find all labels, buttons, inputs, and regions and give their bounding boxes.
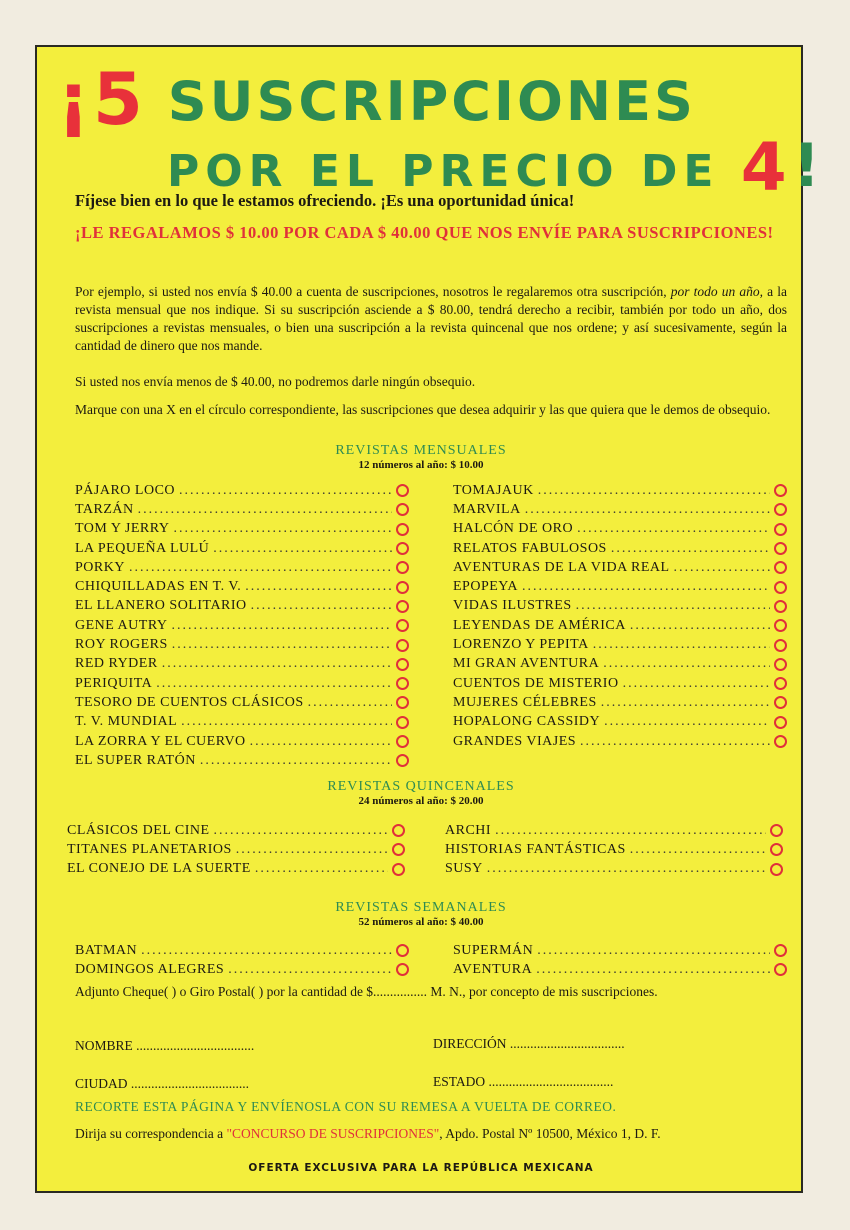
checkbox-circle-icon[interactable] bbox=[774, 523, 787, 536]
mensuales-right-item-name: TOMAJAUK bbox=[453, 482, 534, 498]
mensuales-left-item-name: ROY ROGERS bbox=[75, 637, 168, 653]
quincenales-left-item-name: TITANES PLANETARIOS bbox=[67, 841, 232, 857]
quincenales-heading: REVISTAS QUINCENALES bbox=[327, 779, 515, 794]
open-exclamation: ¡ bbox=[57, 57, 93, 141]
mensuales-left-item-name: GENE AUTRY bbox=[75, 617, 168, 633]
estado-label: ESTADO bbox=[433, 1074, 486, 1089]
mensuales-left-item-name: T. V. MUNDIAL bbox=[75, 714, 178, 730]
mensuales-left-column bbox=[75, 481, 409, 770]
headline-precio: POR EL PRECIO DE bbox=[167, 146, 720, 197]
mensuales-right-column bbox=[453, 481, 787, 751]
mensuales-right-item[interactable] bbox=[453, 616, 787, 635]
leader-dots bbox=[576, 598, 770, 614]
mensuales-right-item-name: MARVILA bbox=[453, 501, 521, 517]
checkbox-circle-icon[interactable] bbox=[396, 754, 409, 767]
checkbox-circle-icon[interactable] bbox=[396, 735, 409, 748]
semanales-right-item-name: SUPERMÁN bbox=[453, 942, 534, 958]
correspondence-contest: "CONCURSO DE SUSCRIPCIONES" bbox=[226, 1126, 440, 1141]
mensuales-right-item[interactable] bbox=[453, 597, 787, 616]
leader-dots bbox=[251, 598, 392, 614]
checkbox-circle-icon[interactable] bbox=[774, 619, 787, 632]
checkbox-circle-icon[interactable] bbox=[774, 696, 787, 709]
ciudad-label: CIUDAD bbox=[75, 1076, 128, 1091]
checkbox-circle-icon[interactable] bbox=[396, 696, 409, 709]
mensuales-right-item[interactable] bbox=[453, 674, 787, 693]
ciudad-field[interactable] bbox=[75, 1075, 405, 1093]
mensuales-left-item[interactable] bbox=[75, 481, 409, 500]
leader-dots bbox=[536, 962, 770, 978]
number-four: 4 bbox=[740, 129, 793, 206]
quincenales-left-item[interactable] bbox=[67, 840, 405, 859]
checkbox-circle-icon[interactable] bbox=[396, 503, 409, 516]
leader-dots bbox=[181, 714, 392, 730]
mensuales-left-item[interactable] bbox=[75, 751, 409, 770]
mensuales-right-item-name: VIDAS ILUSTRES bbox=[453, 598, 572, 614]
direccion-label: DIRECCIÓN bbox=[433, 1036, 507, 1051]
mensuales-right-item-name: CUENTOS DE MISTERIO bbox=[453, 675, 619, 691]
mensuales-right-item[interactable] bbox=[453, 693, 787, 712]
mensuales-right-item-name: MUJERES CÉLEBRES bbox=[453, 694, 597, 710]
paragraph-example-em: por todo un año, bbox=[670, 284, 763, 299]
leader-dots bbox=[255, 861, 388, 877]
mensuales-left-item[interactable] bbox=[75, 616, 409, 635]
semanales-left-column bbox=[75, 941, 409, 980]
semanales-right-item[interactable] bbox=[453, 941, 787, 960]
mensuales-left-item-name: TESORO DE CUENTOS CLÁSICOS bbox=[75, 694, 304, 710]
leader-dots bbox=[674, 560, 770, 576]
mensuales-left-item-name: EL SUPER RATÓN bbox=[75, 752, 196, 768]
leader-dots bbox=[129, 560, 392, 576]
leader-dots bbox=[214, 823, 388, 839]
semanales-right-item[interactable] bbox=[453, 960, 787, 979]
mensuales-right-item-name: RELATOS FABULOSOS bbox=[453, 540, 607, 556]
mensuales-left-item-name: PÁJARO LOCO bbox=[75, 482, 176, 498]
paragraph-minimum: Si usted nos envía menos de $ 40.00, no podremos darle ningún obsequio. bbox=[75, 374, 476, 389]
checkbox-circle-icon[interactable] bbox=[774, 561, 787, 574]
checkbox-circle-icon[interactable] bbox=[392, 824, 405, 837]
leader-dots bbox=[138, 502, 392, 518]
headline-suscripciones: SUSCRIPCIONES bbox=[167, 70, 696, 133]
leader-dots bbox=[525, 502, 770, 518]
checkbox-circle-icon[interactable] bbox=[774, 484, 787, 497]
paragraph-example-b: a la revista mensual que nos indique. Si su suscripción asciende a $ 80.00, tendrá derecho a recibir, también por todo un año, dos suscripciones a revistas mensuales, o bien una suscripción a la revista quincenal que nos ordene; y así sucesivamente, según la cantidad de dinero que nos mande. bbox=[75, 284, 787, 353]
leader-dots bbox=[537, 943, 770, 959]
nombre-label: NOMBRE bbox=[75, 1038, 133, 1053]
leader-dots bbox=[630, 618, 770, 634]
checkbox-circle-icon[interactable] bbox=[396, 963, 409, 976]
leader-dots bbox=[245, 579, 392, 595]
leader-dots bbox=[172, 637, 392, 653]
checkbox-circle-icon[interactable] bbox=[774, 542, 787, 555]
checkbox-circle-icon[interactable] bbox=[396, 658, 409, 671]
checkbox-circle-icon[interactable] bbox=[774, 944, 787, 957]
leader-dots bbox=[522, 579, 770, 595]
mensuales-right-item-name: EPOPEYA bbox=[453, 579, 518, 595]
number-five: 5 bbox=[92, 57, 146, 141]
checkbox-circle-icon[interactable] bbox=[396, 677, 409, 690]
correspondence-a: Dirija su correspondencia a bbox=[75, 1126, 227, 1141]
semanales-right-column bbox=[453, 941, 787, 980]
mensuales-right-item[interactable] bbox=[453, 577, 787, 596]
checkbox-circle-icon[interactable] bbox=[396, 581, 409, 594]
checkbox-circle-icon[interactable] bbox=[774, 600, 787, 613]
estado-field[interactable] bbox=[433, 1073, 773, 1091]
checkbox-circle-icon[interactable] bbox=[396, 619, 409, 632]
mensuales-left-item-name: RED RYDER bbox=[75, 656, 158, 672]
mensuales-left-item[interactable] bbox=[75, 558, 409, 577]
leader-dots bbox=[611, 541, 770, 557]
checkbox-circle-icon[interactable] bbox=[770, 843, 783, 856]
mensuales-right-item[interactable] bbox=[453, 500, 787, 519]
leader-dots bbox=[141, 943, 392, 959]
leader-dots bbox=[495, 823, 766, 839]
mensuales-left-item-name: LA ZORRA Y EL CUERVO bbox=[75, 733, 246, 749]
checkbox-circle-icon[interactable] bbox=[396, 716, 409, 729]
mensuales-left-item[interactable] bbox=[75, 500, 409, 519]
semanales-left-item[interactable] bbox=[75, 941, 409, 960]
mensuales-right-item-name: LORENZO Y PEPITA bbox=[453, 637, 589, 653]
leader-dots bbox=[630, 842, 766, 858]
leader-dots bbox=[603, 656, 770, 672]
checkbox-circle-icon[interactable] bbox=[770, 863, 783, 876]
mensuales-right-item[interactable] bbox=[453, 655, 787, 674]
leader-dots bbox=[538, 483, 770, 499]
mensuales-left-item-name: PERIQUITA bbox=[75, 675, 153, 691]
semanales-right-item-name: AVENTURA bbox=[453, 961, 533, 977]
subscription-page bbox=[35, 45, 827, 1193]
intro-text: Fíjese bien en lo que le estamos ofreciendo. ¡Es una oportunidad única! bbox=[75, 191, 575, 210]
mensuales-left-item[interactable] bbox=[75, 713, 409, 732]
nombre-dots: ................................... bbox=[136, 1038, 255, 1053]
leader-dots bbox=[173, 521, 392, 537]
quincenales-left-column bbox=[67, 821, 405, 879]
mensuales-right-item[interactable] bbox=[453, 558, 787, 577]
leader-dots bbox=[179, 483, 392, 499]
footer-offer: OFERTA EXCLUSIVA PARA LA REPÚBLICA MEXICANA bbox=[248, 1162, 594, 1174]
mensuales-left-item-name: TARZÁN bbox=[75, 501, 134, 517]
semanales-left-item-name: BATMAN bbox=[75, 942, 138, 958]
checkbox-circle-icon[interactable] bbox=[396, 639, 409, 652]
checkbox-circle-icon[interactable] bbox=[396, 944, 409, 957]
mensuales-right-item-name: MI GRAN AVENTURA bbox=[453, 656, 600, 672]
checkbox-circle-icon[interactable] bbox=[774, 963, 787, 976]
checkbox-circle-icon[interactable] bbox=[396, 600, 409, 613]
checkbox-circle-icon[interactable] bbox=[392, 863, 405, 876]
mensuales-left-item[interactable] bbox=[75, 635, 409, 654]
semanales-left-item[interactable] bbox=[75, 960, 409, 979]
semanales-subheading: 52 números al año: $ 40.00 bbox=[358, 916, 484, 928]
paragraph-example bbox=[75, 283, 787, 355]
ciudad-dots: ................................... bbox=[130, 1076, 249, 1091]
quincenales-left-item-name: CLÁSICOS DEL CINE bbox=[67, 822, 210, 838]
checkbox-circle-icon[interactable] bbox=[774, 677, 787, 690]
leader-dots bbox=[593, 637, 770, 653]
direccion-field[interactable] bbox=[433, 1035, 773, 1053]
mensuales-right-item[interactable] bbox=[453, 635, 787, 654]
checkbox-circle-icon[interactable] bbox=[774, 581, 787, 594]
mensuales-heading: REVISTAS MENSUALES bbox=[335, 443, 507, 458]
quincenales-left-item[interactable] bbox=[67, 821, 405, 840]
checkbox-circle-icon[interactable] bbox=[774, 658, 787, 671]
quincenales-right-item-name: SUSY bbox=[445, 861, 483, 877]
mensuales-left-item[interactable] bbox=[75, 674, 409, 693]
checkbox-circle-icon[interactable] bbox=[396, 542, 409, 555]
leader-dots bbox=[604, 714, 770, 730]
estado-dots: ..................................... bbox=[488, 1074, 614, 1089]
leader-dots bbox=[308, 695, 392, 711]
quincenales-left-item[interactable] bbox=[67, 860, 405, 879]
checkbox-circle-icon[interactable] bbox=[774, 735, 787, 748]
mensuales-right-item[interactable] bbox=[453, 539, 787, 558]
payment-line[interactable]: Adjunto Cheque( ) o Giro Postal( ) por la cantidad de $................ M. N., por concepto de mis suscripciones. bbox=[75, 984, 658, 999]
checkbox-circle-icon[interactable] bbox=[396, 484, 409, 497]
mensuales-right-item[interactable] bbox=[453, 520, 787, 539]
mensuales-left-item[interactable] bbox=[75, 693, 409, 712]
semanales-heading: REVISTAS SEMANALES bbox=[335, 900, 507, 915]
mensuales-left-item-name: LA PEQUEÑA LULÚ bbox=[75, 540, 210, 556]
quincenales-right-item-name: HISTORIAS FANTÁSTICAS bbox=[445, 841, 626, 857]
leader-dots bbox=[250, 734, 392, 750]
semanales-left-item-name: DOMINGOS ALEGRES bbox=[75, 961, 225, 977]
headline-line1 bbox=[57, 57, 797, 141]
leader-dots bbox=[228, 962, 392, 978]
paragraph-example-a: Por ejemplo, si usted nos envía $ 40.00 a cuenta de suscripciones, nosotros le regalaremos otra suscripción, bbox=[75, 284, 671, 299]
leader-dots bbox=[213, 541, 392, 557]
mensuales-right-item[interactable] bbox=[453, 732, 787, 751]
leader-dots bbox=[580, 734, 770, 750]
checkbox-circle-icon[interactable] bbox=[774, 716, 787, 729]
mensuales-right-item-name: HALCÓN DE ORO bbox=[453, 521, 574, 537]
leader-dots bbox=[487, 861, 766, 877]
leader-dots bbox=[162, 656, 392, 672]
leader-dots bbox=[577, 521, 770, 537]
close-exclamation: ! bbox=[792, 131, 827, 201]
mensuales-left-item-name: PORKY bbox=[75, 559, 125, 575]
quincenales-right-item[interactable] bbox=[445, 840, 783, 859]
mensuales-left-item[interactable] bbox=[75, 597, 409, 616]
mensuales-right-item-name: HOPALONG CASSIDY bbox=[453, 714, 601, 730]
mensuales-left-item-name: TOM Y JERRY bbox=[75, 521, 170, 537]
mensuales-right-item[interactable] bbox=[453, 481, 787, 500]
correspondence-text bbox=[75, 1125, 787, 1143]
mensuales-subheading: 12 números al año: $ 10.00 bbox=[358, 459, 484, 471]
checkbox-circle-icon[interactable] bbox=[392, 843, 405, 856]
quincenales-right-item-name: ARCHI bbox=[445, 822, 492, 838]
mensuales-right-item[interactable] bbox=[453, 713, 787, 732]
quincenales-right-item[interactable] bbox=[445, 821, 783, 840]
recorte-instruction: RECORTE ESTA PÁGINA Y ENVÍENOSLA CON SU REMESA A VUELTA DE CORREO. bbox=[75, 1099, 617, 1114]
mensuales-left-item-name: CHIQUILLADAS EN T. V. bbox=[75, 579, 242, 595]
mensuales-right-item-name: AVENTURAS DE LA VIDA REAL bbox=[453, 559, 670, 575]
mensuales-left-item-name: EL LLANERO SOLITARIO bbox=[75, 598, 247, 614]
leader-dots bbox=[236, 842, 388, 858]
quincenales-subheading: 24 números al año: $ 20.00 bbox=[358, 795, 484, 807]
checkbox-circle-icon[interactable] bbox=[774, 639, 787, 652]
leader-dots bbox=[200, 753, 392, 769]
paragraph-instructions: Marque con una X en el círculo correspondiente, las suscripciones que desea adquirir y las que quiera que le demos de obsequio. bbox=[75, 402, 771, 417]
leader-dots bbox=[172, 618, 393, 634]
mensuales-left-item[interactable] bbox=[75, 655, 409, 674]
mensuales-right-item-name: LEYENDAS DE AMÉRICA bbox=[453, 617, 626, 633]
offer-text: ¡LE REGALAMOS $ 10.00 POR CADA $ 40.00 QUE NOS ENVÍE PARA SUSCRIPCIONES! bbox=[75, 223, 774, 242]
nombre-field[interactable] bbox=[75, 1037, 405, 1055]
mensuales-left-item[interactable] bbox=[75, 539, 409, 558]
checkbox-circle-icon[interactable] bbox=[774, 503, 787, 516]
quincenales-right-item[interactable] bbox=[445, 860, 783, 879]
leader-dots bbox=[156, 676, 392, 692]
mensuales-left-item[interactable] bbox=[75, 577, 409, 596]
checkbox-circle-icon[interactable] bbox=[770, 824, 783, 837]
quincenales-left-item-name: EL CONEJO DE LA SUERTE bbox=[67, 861, 251, 877]
mensuales-right-item-name: GRANDES VIAJES bbox=[453, 733, 577, 749]
correspondence-b: , Apdo. Postal Nº 10500, México 1, D. F. bbox=[439, 1126, 661, 1141]
quincenales-right-column bbox=[445, 821, 783, 879]
mensuales-left-item[interactable] bbox=[75, 520, 409, 539]
leader-dots bbox=[623, 676, 770, 692]
mensuales-left-item[interactable] bbox=[75, 732, 409, 751]
checkbox-circle-icon[interactable] bbox=[396, 561, 409, 574]
checkbox-circle-icon[interactable] bbox=[396, 523, 409, 536]
direccion-dots: .................................. bbox=[509, 1036, 625, 1051]
leader-dots bbox=[601, 695, 770, 711]
